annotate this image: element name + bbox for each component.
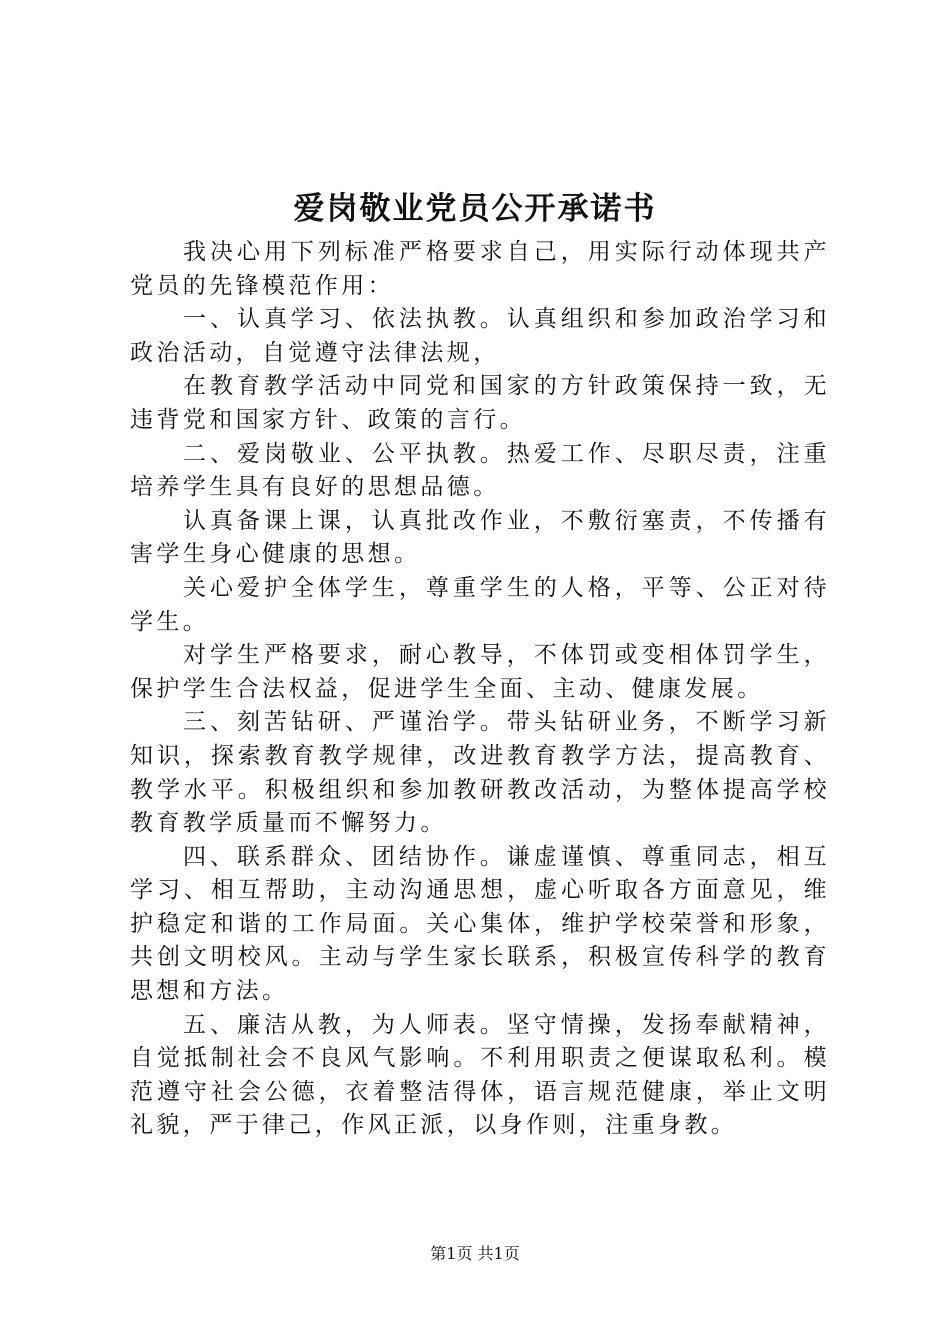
paragraph-item-2-detail-a: 认真备课上课，认真批改作业，不敷衍塞责，不传播有害学生身心健康的思想。 [130, 507, 830, 568]
document-title: 爱岗敬业党员公开承诺书 [293, 191, 657, 227]
document-body [130, 236, 830, 1143]
paragraph-item-2: 二、爱岗敬业、公平执教。热爱工作、尽职尽责，注重培养学生具有良好的思想品德。 [130, 440, 830, 501]
paragraph-item-1: 一、认真学习、依法执教。认真组织和参加政治学习和政治活动，自觉遵守法律法规， [130, 306, 830, 366]
paragraph-item-4: 四、联系群众、团结协作。谦虚谨慎、尊重同志，相互学习、相互帮助，主动沟通思想，虚心听取各方面意见，维护稳定和谐的工作局面。关心集体，维护学校荣誉和形象，共创文明校风。主动与学生家长联系，积极宣传科学的教育思想和方法。 [130, 843, 830, 1005]
paragraph-item-2-detail-b: 关心爱护全体学生，尊重学生的人格，平等、公正对待学生。 [130, 574, 830, 635]
paragraph-intro: 我决心用下列标准严格要求自己，用实际行动体现共产党员的先锋模范作用： [130, 239, 830, 299]
paragraph-item-2-detail-c: 对学生严格要求，耐心教导，不体罚或变相体罚学生，保护学生合法权益，促进学生全面、主动、健康发展。 [130, 642, 830, 702]
paragraph-item-1-detail: 在教育教学活动中同党和国家的方针政策保持一致，无违背党和国家方针、政策的言行。 [130, 373, 830, 433]
paragraph-item-5: 五、廉洁从教，为人师表。坚守情操，发扬奉献精神，自觉抵制社会不良风气影响。不利用职责之便谋取私利。模范遵守社会公德，衣着整洁得体，语言规范健康，举止文明礼貌，严于律己，作风正派，以身作则，注重身教。 [130, 1011, 830, 1139]
page-footer: 第1页 共1页 [430, 1244, 520, 1263]
paragraph-item-3: 三、刻苦钻研、严谨治学。带头钻研业务，不断学习新知识，探索教育教学规律，改进教育教学方法，提高教育、教学水平。积极组织和参加教研教改活动，为整体提高学校教育教学质量而不懈努力。 [130, 709, 830, 837]
